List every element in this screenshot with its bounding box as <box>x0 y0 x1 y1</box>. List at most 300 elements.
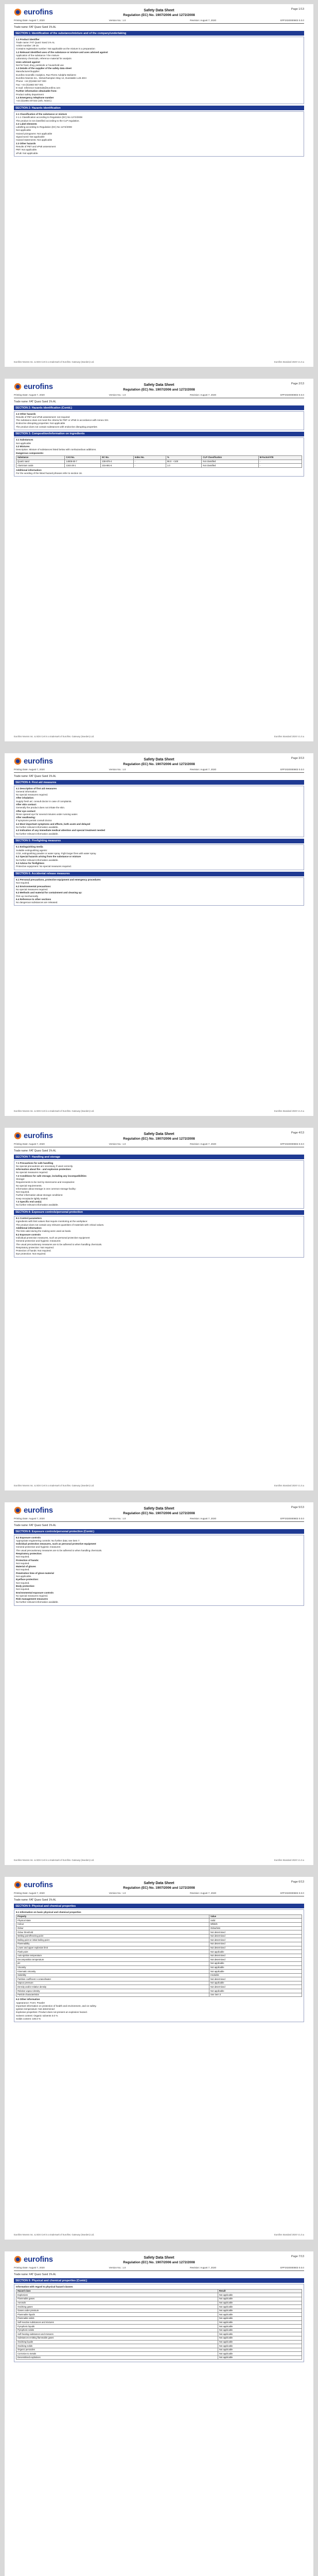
table-cell: Flammable liquids <box>16 2313 218 2317</box>
text-line: Protection of hands: Not required. <box>16 1249 51 1252</box>
table-cell: Not determined <box>209 1938 302 1942</box>
header-meta <box>14 1143 304 1145</box>
column-header: EC No. <box>101 455 134 460</box>
section-body <box>14 37 304 104</box>
text-line: 9.2 Other information <box>16 1998 40 2001</box>
table-cell: Not applicable <box>218 2297 302 2301</box>
brand-name: eurofins <box>24 2255 53 2264</box>
sheet-title: Safety Data Sheet <box>144 2256 174 2260</box>
table-cell: 215-691-6 <box>101 464 134 468</box>
column-header: M-Factor/ATE <box>258 455 302 460</box>
text-line: Ignition temperature: Not determined <box>16 2008 55 2011</box>
text-line: Application of the substance / the mixture <box>16 54 60 57</box>
text-line: Explosive properties: Product does not present an explosion hazard. <box>16 2011 87 2014</box>
page-header <box>14 2255 304 2273</box>
table-row <box>16 1919 302 1923</box>
table-cell: Odour <box>16 1926 209 1930</box>
text-line: 3.2 Mixtures <box>16 445 30 448</box>
table-header-row <box>16 455 302 460</box>
sds-section <box>14 780 304 837</box>
text-line: Product safety department <box>16 93 44 96</box>
table-row <box>16 1926 302 1930</box>
article-code: EPF2020000803 0.0.0 <box>280 1517 304 1520</box>
table-cell: Pyrophoric liquids <box>16 2325 218 2329</box>
table-cell: Density and/or relative density <box>16 1985 209 1989</box>
text-line: Contains registration number: Not applicable as the mixture is a preparation <box>16 47 95 50</box>
sheet-title: Safety Data Sheet <box>144 9 174 12</box>
text-line: Hazard statements: Not applicable <box>16 139 52 142</box>
footer-right: Eurofins Standard 2020 V.1.0.a <box>274 1859 304 1861</box>
table-cell: Odourless <box>209 1926 302 1930</box>
table-cell: Particle characteristics <box>16 1993 209 1997</box>
table-cell: Oxidising liquids <box>16 2340 218 2344</box>
header-divider <box>14 772 304 773</box>
text-line: Additional information: <box>16 1227 42 1230</box>
section-body <box>14 1216 304 1258</box>
table-cell: - <box>133 460 166 464</box>
printing-date: Printing Date: August 7, 2020 <box>14 19 45 22</box>
table-cell: Not applicable <box>218 2332 302 2336</box>
text-line: Rinse opened eye for several minutes under running water. <box>16 812 78 816</box>
table-row <box>16 2340 302 2344</box>
version-number: Version No.: 1.0 <box>109 19 126 22</box>
brand-name: eurofins <box>24 382 53 391</box>
text-line: Signal word: Not applicable <box>16 135 45 139</box>
text-line: Not required. <box>16 1568 30 1571</box>
text-line: Uses advised against <box>16 60 40 63</box>
revision-date: Revision: August 7, 2020 <box>190 768 217 771</box>
table-cell: Not determined <box>209 1930 302 1935</box>
table-cell: Physical state <box>16 1919 209 1923</box>
column-header: Hazard class <box>16 2289 218 2293</box>
table-cell: Not applicable <box>218 2348 302 2352</box>
table-row <box>16 1946 302 1950</box>
table-cell: Not classified <box>202 464 258 468</box>
text-line: Labelling according to Regulation (EC) No 1272/2008 <box>16 126 72 129</box>
table-cell: Aerosols <box>16 2301 218 2305</box>
header-divider <box>14 1521 304 1522</box>
text-line: General protective and hygienic measures: <box>16 1240 61 1243</box>
version-number: Version No.: 1.0 <box>109 2266 126 2269</box>
table-row <box>16 2301 302 2305</box>
sds-section <box>14 2278 304 2362</box>
table-cell: Vapour pressure <box>16 1981 209 1985</box>
table-cell: Not applicable <box>218 2325 302 2329</box>
text-line: Generally the product does not irritate the skin. <box>16 806 65 809</box>
sds-section <box>14 432 304 477</box>
table-cell: Not determined <box>209 1934 302 1938</box>
text-line: Dangerous components: <box>16 451 44 454</box>
text-line: The product does not contain any relevant quantities of materials with critical values. <box>16 1223 104 1226</box>
footer-left: Eurofins Nsenss Inc. & SDS Cert is a trademark of Eurofins. Gateway (Sweden) Ltd. <box>14 1484 95 1487</box>
table-row <box>16 1954 302 1958</box>
table-cell: Not applicable <box>218 2352 302 2356</box>
column-header: CLP Classification <box>202 455 258 460</box>
table-row <box>16 2316 302 2320</box>
text-line: Description: Mixture of substances listed below with nonhazardous additions. <box>16 448 97 451</box>
text-line: No special measures required. <box>16 793 48 796</box>
text-line: General protective and hygienic measures: <box>16 1546 61 1549</box>
table-row <box>16 2328 302 2332</box>
page-footer <box>14 361 304 363</box>
text-line: Important information on protection of health and environment, and on safety. <box>16 2004 97 2007</box>
page-header <box>14 1506 304 1523</box>
table-cell: Organic peroxides <box>16 2348 218 2352</box>
page-header <box>14 382 304 400</box>
text-line: Eye protection: Not required. <box>16 1252 46 1256</box>
footer-right: Eurofins Standard 2020 V.1.0.a <box>274 361 304 363</box>
table-row <box>16 1989 302 1993</box>
section-heading: SECTION 1: Identification of the substance/mixture and of the company/undertaking <box>14 31 304 36</box>
table-cell: Not classified <box>202 460 258 464</box>
data-table <box>16 2289 302 2360</box>
text-line: Appropriate engineering controls: No further data; see item 7. <box>16 1539 80 1542</box>
table-row <box>16 460 302 464</box>
text-line: After skin contact: <box>16 803 37 806</box>
sds-section <box>14 872 304 906</box>
text-line: Body protection: <box>16 1584 35 1587</box>
text-line: No special measures required. <box>16 1594 48 1597</box>
table-row <box>16 1985 302 1989</box>
table-cell: Auto-ignition temperature <box>16 1954 209 1958</box>
text-line: The substance does not meet the criteria for PBT or vPvB in accordance with Annex XIII. <box>16 419 109 422</box>
regulation-line: Regulation (EC) No. 1907/2006 and 1272/2008 <box>123 2261 195 2264</box>
sheet-title: Safety Data Sheet <box>144 758 174 761</box>
page-number: Page 1/13 <box>291 8 304 11</box>
text-line: Not applicable. <box>16 1575 32 1578</box>
document <box>0 4 318 2576</box>
header-divider <box>14 23 304 24</box>
text-line: Environmental exposure controls <box>16 1591 54 1594</box>
table-row <box>16 2348 302 2352</box>
text-line: 7.1 Precautions for safe handling <box>16 1161 54 1164</box>
text-line: 7.3 Specific end use(s) <box>16 1200 42 1204</box>
text-line: After inhalation: <box>16 796 34 800</box>
text-line: 6.1 Personal precautions, protective equipment and emergency procedures <box>16 878 101 882</box>
text-line: Article number: 26-15 <box>16 44 39 47</box>
article-code: EPF2020000803 0.0.0 <box>280 19 304 22</box>
section-body <box>14 2284 304 2362</box>
article-code: EPF2020000803 0.0.0 <box>280 768 304 771</box>
text-line: 3.1 Substances <box>16 438 33 442</box>
footer-left: Eurofins Nsenss Inc. & SDS Cert is a trademark of Eurofins. Gateway (Sweden) Ltd. <box>14 361 95 363</box>
text-line: Individual protection measures, such as personal protective equipment <box>16 1236 90 1239</box>
table-cell: Explosives <box>16 2293 218 2297</box>
text-line: Eurofins Scientific Analytics, Rue Pierre Adolphe Bobierre <box>16 73 76 76</box>
table-cell: Quartz sand <box>16 460 65 464</box>
table-cell: - <box>258 464 302 468</box>
table-cell: Not determined <box>209 1946 302 1950</box>
sds-section <box>14 1904 304 2022</box>
text-line: Solvent content: Organic solvents 0.0 % <box>16 2014 58 2017</box>
sheet-title: Safety Data Sheet <box>144 1132 174 1136</box>
data-table <box>16 1914 302 1997</box>
text-line: Requirements to be met by storerooms and receptacles: <box>16 1181 75 1184</box>
section-heading: SECTION 8: Exposure controls/personal protection (Contd.) <box>14 1529 304 1534</box>
section-body <box>14 111 304 156</box>
text-line: 2.3 Other hazards <box>16 142 36 145</box>
text-line: 6.2 Environmental precautions: <box>16 885 51 888</box>
text-line: Results of PBT and vPvB assessment: not required <box>16 415 70 418</box>
version-number: Version No.: 1.0 <box>109 768 126 771</box>
sds-page <box>5 753 313 1116</box>
table-row <box>16 2309 302 2313</box>
sds-section <box>14 106 304 156</box>
table-row <box>16 2313 302 2317</box>
text-line: 6.4 Reference to other sections <box>16 897 51 901</box>
sds-page <box>5 379 313 741</box>
text-line: 5.3 Advice for firefighters <box>16 861 45 865</box>
section-heading: SECTION 7: Handling and storage <box>14 1155 304 1159</box>
text-line: 5.2 Special hazards arising from the substance or mixture <box>16 855 81 858</box>
table-row <box>16 2355 302 2360</box>
header-meta <box>14 394 304 396</box>
text-line: Endocrine disrupting properties: Not applicable <box>16 422 65 425</box>
table-row <box>16 2332 302 2336</box>
text-line: Not required. <box>16 882 30 885</box>
text-line: For the wording of the listed hazard phrases refer to section 16. <box>16 472 82 475</box>
table-row <box>16 2305 302 2309</box>
page-header <box>14 1880 304 1898</box>
text-line: E-mail: reference-materials@eurofins.com <box>16 86 61 89</box>
table-cell: Not applicable <box>218 2340 302 2344</box>
text-line: After swallowing: <box>16 816 36 819</box>
text-line: The lists valid during the making were used as basis. <box>16 1230 72 1233</box>
page-number: Page 6/13 <box>291 1880 304 1884</box>
table-row <box>16 2336 302 2340</box>
section-heading: SECTION 3: Composition/information on ingredients <box>14 432 304 436</box>
trade-name: Trade name: FAT Quarz Sand 1% AL <box>14 26 57 29</box>
table-cell: Not determined <box>209 1958 302 1962</box>
text-line: Not required. <box>16 1588 30 1591</box>
text-line: 2.3 Other hazards <box>16 412 36 415</box>
table-cell: See item 3 <box>209 1993 302 1997</box>
text-line: 2.1.1 Classification according to Regulation (EC) No 1272/2008 <box>16 116 82 119</box>
text-line: 2.2 Label elements <box>16 122 37 125</box>
trade-name: Trade name: FAT Quarz Sand 1% AL <box>14 775 57 778</box>
brand-name: eurofins <box>24 757 53 766</box>
column-header: Property <box>16 1914 209 1919</box>
text-line: No further relevant information available. <box>16 832 59 835</box>
table-cell: - <box>258 460 302 464</box>
regulation-line: Regulation (EC) No. 1907/2006 and 1272/2008 <box>123 1512 195 1515</box>
table-cell: Not applicable <box>218 2316 302 2320</box>
table-cell: Lower and upper explosion limit <box>16 1946 209 1950</box>
version-number: Version No.: 1.0 <box>109 1892 126 1894</box>
header-meta <box>14 768 304 771</box>
brand-name: eurofins <box>24 1131 53 1140</box>
table-row <box>16 1930 302 1935</box>
table-cell: Relative vapour density <box>16 1989 209 1993</box>
text-line: vPvB: Not applicable. <box>16 151 39 155</box>
printing-date: Printing Date: August 7, 2020 <box>14 2266 45 2269</box>
version-number: Version No.: 1.0 <box>109 1517 126 1520</box>
text-line: Not required. <box>16 1555 30 1558</box>
table-cell: Not applicable <box>209 1970 302 1974</box>
table-row <box>16 2344 302 2348</box>
table-cell: Not applicable <box>209 1950 302 1954</box>
page-footer <box>14 1110 304 1112</box>
table-cell: Flammable gases <box>16 2297 218 2301</box>
column-header: Substance <box>16 455 65 460</box>
data-table <box>16 455 302 468</box>
section-body <box>14 437 304 477</box>
revision-date: Revision: August 7, 2020 <box>190 1892 217 1894</box>
text-line: Respiratory protection: <box>16 1552 42 1555</box>
text-line: Trade name: FAT Quarz Sand 1% AL <box>16 41 55 44</box>
footer-right: Eurofins Standard 2020 V.1.0.a <box>274 1484 304 1487</box>
text-line: Additional information: <box>16 468 42 471</box>
header-divider <box>14 2270 304 2271</box>
page-number: Page 3/13 <box>291 757 304 760</box>
text-line: 1.3 Details of the supplier of the safety data sheet <box>16 67 72 70</box>
text-line: Pick up mechanically. <box>16 894 39 897</box>
text-line: Not applicable <box>16 129 31 132</box>
table-cell: Solid <box>209 1919 302 1923</box>
table-row <box>16 1950 302 1954</box>
text-line: No special requirements. <box>16 1184 42 1187</box>
table-row <box>16 1961 302 1965</box>
revision-date: Revision: August 7, 2020 <box>190 19 217 22</box>
text-line: 1.4 Emergency telephone number <box>16 96 54 99</box>
text-line: If symptoms persist consult doctor. <box>16 819 52 822</box>
article-code: EPF2020000803 0.0.0 <box>280 394 304 396</box>
table-cell: Oxidising solids <box>16 2344 218 2348</box>
table-cell: Insoluble <box>209 1973 302 1977</box>
printing-date: Printing Date: August 7, 2020 <box>14 394 45 396</box>
text-line: 4.1 Description of first aid measures <box>16 787 57 790</box>
table-cell: Melting point/freezing point <box>16 1934 209 1938</box>
brand-name: eurofins <box>24 1880 53 1889</box>
text-line: No further relevant information available. <box>16 1601 59 1604</box>
footer-left: Eurofins Nsenss Inc. & SDS Cert is a trademark of Eurofins. Gateway (Sweden) Ltd. <box>14 2233 95 2236</box>
text-line: Further information obtainable from: <box>16 90 57 93</box>
text-line: Material of gloves <box>16 1565 36 1568</box>
section-heading: SECTION 9: Physical and chemical properties <box>14 1904 304 1908</box>
table-row <box>16 2325 302 2329</box>
trade-name: Trade name: FAT Quarz Sand 1% AL <box>14 1524 57 1527</box>
trade-name: Trade name: FAT Quarz Sand 1% AL <box>14 2273 57 2276</box>
section-body <box>14 1909 304 2022</box>
column-header: % <box>166 455 202 460</box>
table-cell: - <box>133 464 166 468</box>
table-cell: Not determined <box>209 1954 302 1958</box>
table-cell: Boiling point or initial boiling point <box>16 1938 209 1942</box>
text-line: No dangerous substances are released. <box>16 901 58 904</box>
table-row <box>16 1965 302 1970</box>
table-cell: Not applicable <box>209 1989 302 1993</box>
column-header: Result <box>218 2289 302 2293</box>
table-row <box>16 2320 302 2325</box>
table-cell: Not determined <box>209 1942 302 1946</box>
text-line: Manufacturer/Supplier: <box>16 70 40 73</box>
table-cell: Pyrophoric solids <box>16 2328 218 2332</box>
text-line: Not required. <box>16 1191 30 1194</box>
table-row <box>16 1977 302 1981</box>
header-meta <box>14 1892 304 1894</box>
header-meta <box>14 19 304 22</box>
table-row <box>16 1981 302 1985</box>
table-row <box>16 1993 302 1997</box>
table-cell: 14808-60-7 <box>65 460 101 464</box>
section-body <box>14 786 304 837</box>
revision-date: Revision: August 7, 2020 <box>190 2266 217 2269</box>
page-header <box>14 757 304 774</box>
sheet-title: Safety Data Sheet <box>144 383 174 387</box>
regulation-line: Regulation (EC) No. 1907/2006 and 1272/2008 <box>123 13 195 17</box>
footer-right: Eurofins Standard 2020 V.1.0.a <box>274 2233 304 2236</box>
page-number: Page 5/13 <box>291 1506 304 1509</box>
text-line: CO2, extinguishing powder or water spray. Fight larger fires with water spray. <box>16 852 97 855</box>
text-line: Risk management measures <box>16 1598 48 1601</box>
footer-left: Eurofins Nsenss Inc. & SDS Cert is a trademark of Eurofins. Gateway (Sweden) Ltd. <box>14 735 95 738</box>
table-cell: Substances emitting flammable gases <box>16 2336 218 2340</box>
printing-date: Printing Date: August 7, 2020 <box>14 768 45 771</box>
sds-section <box>14 31 304 104</box>
table-row <box>16 1973 302 1977</box>
text-line: Fax: +44 (0)1582 847 001 <box>16 83 43 86</box>
trade-name: Trade name: FAT Quarz Sand 1% AL <box>14 1149 57 1153</box>
text-line: The product is not classified according to the CLP regulation. <box>16 119 80 122</box>
article-code: EPF2020000803 0.0.0 <box>280 2266 304 2269</box>
table-cell: Odour threshold <box>16 1930 209 1935</box>
section-heading: SECTION 5: Firefighting measures <box>14 839 304 843</box>
text-line: Laboratory chemicals, reference material for analysis <box>16 57 72 60</box>
text-line: Suitable extinguishing agents: <box>16 849 48 852</box>
text-line: Penetration time of glove material <box>16 1571 54 1574</box>
table-cell: Flash point <box>16 1950 209 1954</box>
text-line: After eye contact: <box>16 809 36 812</box>
section-heading: SECTION 2: Hazards identification <box>14 106 304 110</box>
page-header <box>14 1131 304 1149</box>
sheet-title: Safety Data Sheet <box>144 1507 174 1511</box>
table-row <box>16 1942 302 1946</box>
text-line: No further relevant information available. <box>16 858 59 861</box>
section-heading: SECTION 8: Exposure controls/personal protection <box>14 1210 304 1215</box>
text-line: Information about fire - and explosion protection: <box>16 1168 72 1171</box>
section-body <box>14 411 304 430</box>
table-cell: Oxidising gases <box>16 2305 218 2309</box>
regulation-line: Regulation (EC) No. 1907/2006 and 1272/2008 <box>123 388 195 392</box>
text-line: Not required. <box>16 1562 30 1565</box>
regulation-line: Regulation (EC) No. 1907/2006 and 1272/2008 <box>123 1137 195 1141</box>
text-line: The usual precautionary measures are to be adhered to when handling chemicals. <box>16 1549 102 1552</box>
table-cell: Not applicable <box>218 2336 302 2340</box>
section-heading: SECTION 2: Hazards identification (Contd.) <box>14 405 304 410</box>
text-line: Hazard pictograms: Not applicable <box>16 132 52 135</box>
text-line: Protection of hands: <box>16 1558 39 1562</box>
table-row <box>16 1958 302 1962</box>
version-number: Version No.: 1.0 <box>109 394 126 396</box>
table-cell: Flammable solids <box>16 2316 218 2320</box>
text-line: Protective equipment: No special measures required. <box>16 865 72 868</box>
table-row <box>16 464 302 468</box>
text-line: 4.2 Most important symptoms and effects, both acute and delayed <box>16 822 91 825</box>
sheet-title: Safety Data Sheet <box>144 1882 174 1885</box>
table-cell: Not applicable <box>209 1965 302 1970</box>
section-body <box>14 844 304 870</box>
printing-date: Printing Date: August 7, 2020 <box>14 1143 45 1145</box>
page-number: Page 7/13 <box>291 2255 304 2258</box>
text-line: 8.1 Control parameters <box>16 1217 42 1220</box>
trade-name: Trade name: FAT Quarz Sand 1% AL <box>14 400 57 403</box>
footer-right: Eurofins Standard 2020 V.1.0.a <box>274 1110 304 1112</box>
text-line: No further relevant information available. <box>16 826 59 829</box>
text-line: Supply fresh air; consult doctor in case of complaints. <box>16 800 72 803</box>
text-line: 5.1 Extinguishing media <box>16 845 43 849</box>
text-line: Not required. <box>16 1581 30 1584</box>
footer-left: Eurofins Nsenss Inc. & SDS Cert is a trademark of Eurofins. Gateway (Sweden) Ltd. <box>14 1110 95 1112</box>
